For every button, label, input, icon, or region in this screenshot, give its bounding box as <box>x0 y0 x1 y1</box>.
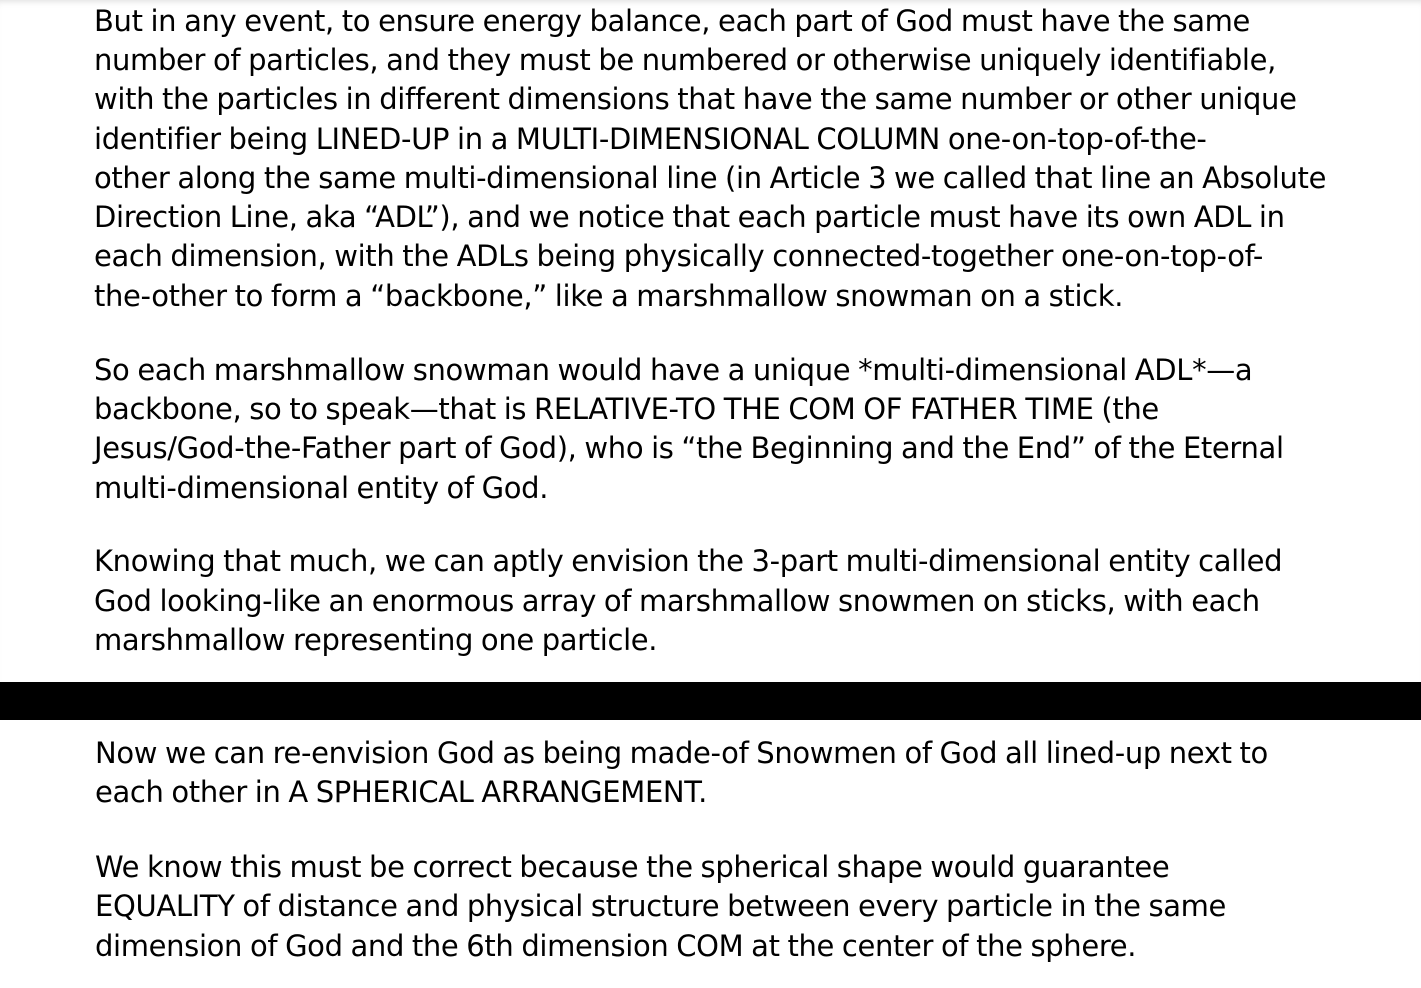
text-line: with the particles in different dimensions that have the same number or other unique <box>94 82 1297 116</box>
text-line: Now we can re-envision God as being made-of Snowmen of God all lined-up next to <box>95 736 1268 770</box>
text-line: each other in A SPHERICAL ARRANGEMENT. <box>95 775 708 809</box>
text-line: God looking-like an enormous array of marshmallow snowmen on sticks, with each <box>94 584 1260 618</box>
text-line: EQUALITY of distance and physical structure between every particle in the same <box>95 889 1227 923</box>
text-line: other along the same multi-dimensional line (in Article 3 we called that line an Absolute <box>94 161 1327 195</box>
text-line: dimension of God and the 6th dimension COM at the center of the sphere. <box>95 929 1137 963</box>
bottom-screenshot-panel <box>0 720 1421 988</box>
text-line: But in any event, to ensure energy balance, each part of God must have the same <box>94 4 1251 38</box>
text-line: Jesus/God-the-Father part of God), who is “the Beginning and the End” of the Eternal <box>94 431 1284 465</box>
text-line: Direction Line, aka “ADL”), and we notice that each particle must have its own ADL in <box>94 200 1285 234</box>
black-divider-bar <box>0 682 1421 720</box>
text-line: each dimension, with the ADLs being physically connected-together one-on-top-of- <box>94 239 1263 273</box>
text-line: multi-dimensional entity of God. <box>94 471 549 505</box>
text-line: Knowing that much, we can aptly envision the 3-part multi-dimensional entity called <box>94 544 1283 578</box>
text-line: So each marshmallow snowman would have a unique *multi-dimensional ADL*—a <box>94 353 1253 387</box>
text-line: identifier being LINED-UP in a MULTI-DIMENSIONAL COLUMN one-on-top-of-the- <box>94 122 1207 156</box>
text-line: number of particles, and they must be numbered or otherwise uniquely identifiable, <box>94 43 1276 77</box>
text-line: marshmallow representing one particle. <box>94 623 658 657</box>
text-line: backbone, so to speak—that is RELATIVE-TO THE COM OF FATHER TIME (the <box>94 392 1159 426</box>
text-line: We know this must be correct because the spherical shape would guarantee <box>95 850 1170 884</box>
text-line: the-other to form a “backbone,” like a marshmallow snowman on a stick. <box>94 279 1124 313</box>
